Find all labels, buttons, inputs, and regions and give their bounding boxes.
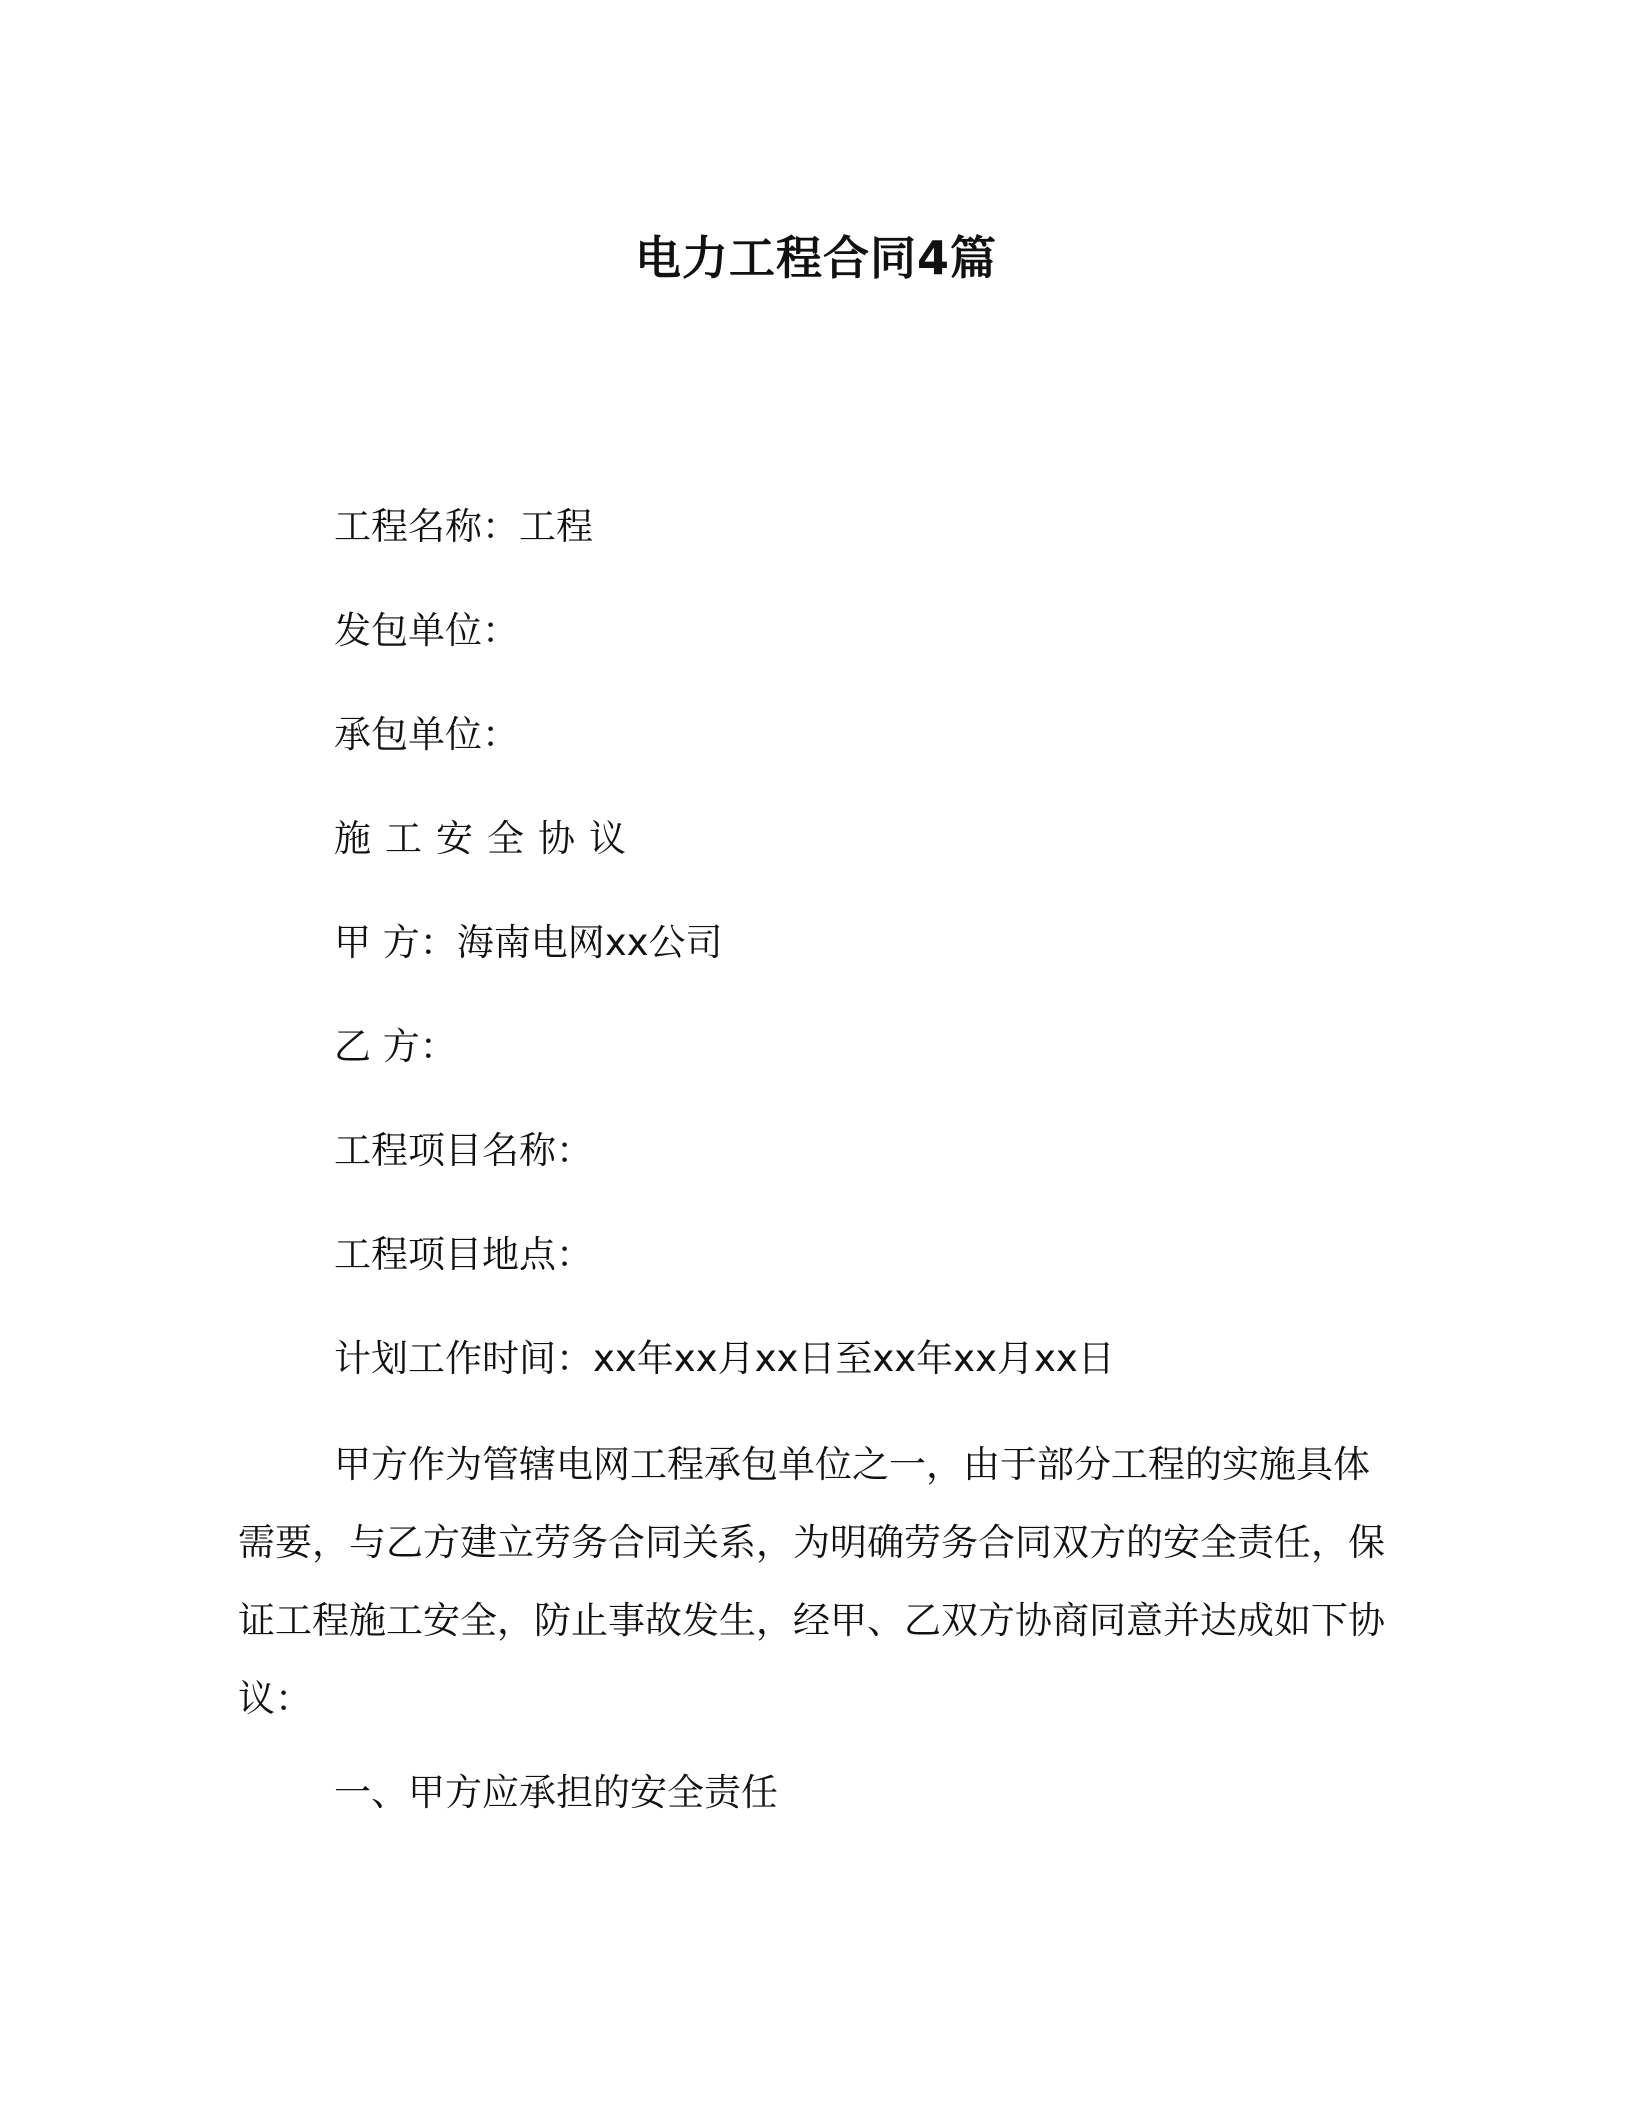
party-b-line: 乙 方：	[334, 1025, 457, 1068]
agreement-heading: 施工安全协议	[334, 817, 640, 860]
section-heading-party-a-responsibility: 一、甲方应承担的安全责任	[334, 1771, 778, 1814]
contractor-unit-line: 承包单位：	[334, 713, 519, 756]
document-title: 电力工程合同4篇	[634, 231, 997, 285]
planned-work-time-line: 计划工作时间：xx年xx月xx日至xx年xx月xx日	[334, 1337, 1115, 1380]
employer-unit-line: 发包单位：	[334, 609, 519, 652]
project-name-line: 工程名称：工程	[334, 505, 593, 548]
agreement-intro-paragraph: 甲方作为管辖电网工程承包单位之一，由于部分工程的实施具体需要，与乙方建立劳务合同关系，为明确劳务合同双方的安全责任，保证工程施工安全，防止事故发生，经甲、乙双方协商同意并达成如下协议：	[238, 1443, 1385, 1720]
project-location-line: 工程项目地点：	[334, 1233, 593, 1276]
party-a-line: 甲 方：海南电网xx公司	[334, 921, 723, 964]
project-title-line: 工程项目名称：	[334, 1129, 593, 1172]
